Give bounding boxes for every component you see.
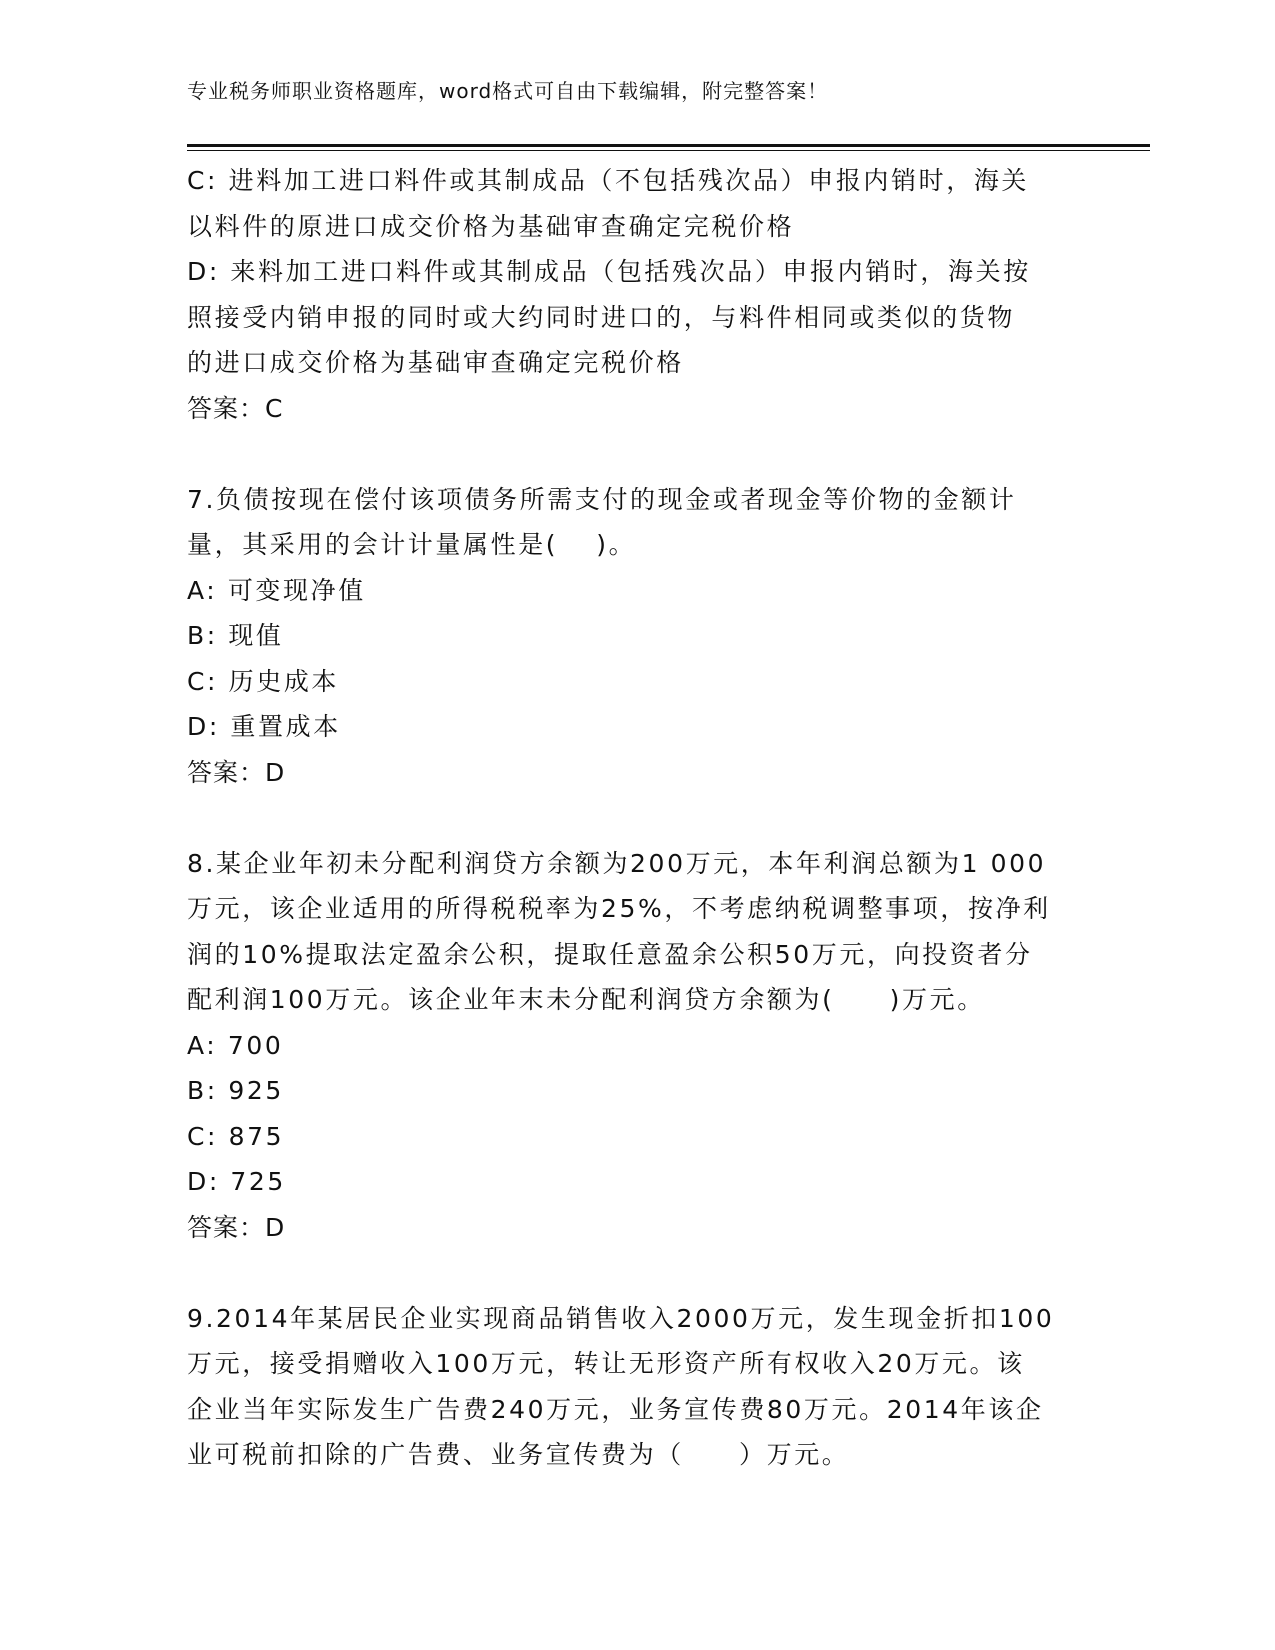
q8-stem-line-2: 万元，该企业适用的所得税税率为25%，不考虑纳税调整事项，按净利 [187, 894, 1051, 923]
question-9 [187, 1296, 1087, 1478]
q6-answer: 答案：C [187, 393, 284, 423]
question-6-tail [187, 158, 1087, 431]
question-8 [187, 841, 1087, 1251]
q7-option-b: B: 现值 [187, 621, 284, 650]
q7-option-d: D: 重置成本 [187, 712, 341, 741]
q8-option-d: D: 725 [187, 1167, 286, 1196]
q8-stem-line-3: 润的10%提取法定盈余公积，提取任意盈余公积50万元，向投资者分 [187, 939, 1033, 969]
q8-stem-line-1: 8.某企业年初未分配利润贷方余额为200万元，本年利润总额为1 000 [187, 848, 1047, 878]
page-header: 专业税务师职业资格题库，word格式可自由下载编辑，附完整答案！ [187, 79, 829, 103]
q7-stem-line-1: 7.负债按现在偿付该项债务所需支付的现金或者现金等价物的金额计 [187, 484, 1017, 514]
header-rule-thin [187, 150, 1150, 151]
q7-option-a: A: 可变现净值 [187, 575, 366, 605]
question-gap [187, 1250, 1087, 1296]
question-gap [187, 795, 1087, 841]
q6-option-c-line-2: 以料件的原进口成交价格为基础审查确定完税价格 [187, 211, 795, 241]
document-body [187, 158, 1087, 1478]
q7-answer: 答案：D [187, 757, 286, 787]
question-gap [187, 431, 1087, 477]
q8-answer: 答案：D [187, 1212, 286, 1242]
q7-option-c: C: 历史成本 [187, 666, 340, 696]
header-rule-thick [187, 144, 1150, 147]
q9-stem-line-4: 业可税前扣除的广告费、业务宣传费为（ ）万元。 [187, 1440, 850, 1469]
q9-stem-line-3: 企业当年实际发生广告费240万元，业务宣传费80万元。2014年该企 [187, 1394, 1044, 1424]
q8-option-b: B: 925 [187, 1076, 284, 1105]
q8-option-a: A: 700 [187, 1030, 284, 1060]
q6-option-d-line-1: D: 来料加工进口料件或其制成品（包括残次品）申报内销时，海关按 [187, 257, 1031, 286]
q8-stem-line-4: 配利润100万元。该企业年末未分配利润贷方余额为( )万元。 [187, 985, 985, 1014]
q6-option-d-line-2: 照接受内销申报的同时或大约同时进口的，与料件相同或类似的货物 [187, 302, 1016, 332]
q6-option-c-line-1: C: 进料加工进口料件或其制成品（不包括残次品）申报内销时，海关 [187, 166, 1030, 195]
q9-stem-line-2: 万元，接受捐赠收入100万元，转让无形资产所有权收入20万元。该 [187, 1349, 1025, 1378]
question-7 [187, 477, 1087, 796]
q9-stem-line-1: 9.2014年某居民企业实现商品销售收入2000万元，发生现金折扣100 [187, 1303, 1055, 1333]
q6-option-d-line-3: 的进口成交价格为基础审查确定完税价格 [187, 348, 684, 377]
q8-option-c: C: 875 [187, 1121, 285, 1151]
q7-stem-line-2: 量，其采用的会计计量属性是( )。 [187, 530, 637, 559]
